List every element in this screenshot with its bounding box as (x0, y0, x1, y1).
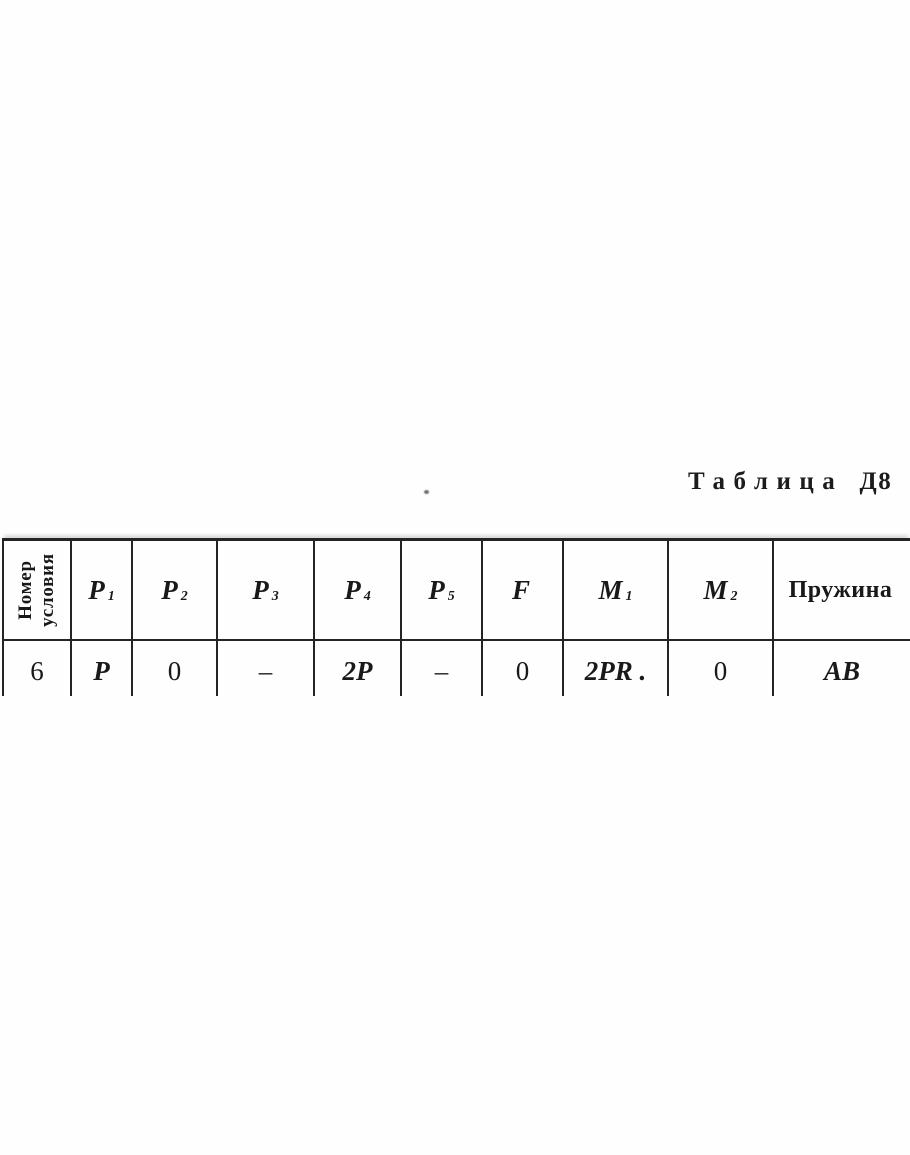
column-header-p4: P $_4$ (313, 541, 400, 641)
table-caption-word: Таблица (688, 468, 844, 495)
cell-p3-value: – (216, 641, 313, 696)
cell-p1-value: P (70, 641, 131, 696)
column-header-f: F (481, 541, 562, 641)
table-caption (688, 468, 892, 496)
cell-condition-number: 6 (2, 641, 70, 696)
rotated-header-line1: Номер (15, 560, 36, 620)
cell-m2-value: 0 (667, 641, 772, 696)
column-header-spring: Пружина (772, 541, 910, 641)
cell-spring-value: AB (772, 641, 910, 696)
column-header-p2: P $_2$ (131, 541, 216, 641)
cell-p4-value: 2P (313, 641, 400, 696)
column-header-p5: P $_5$ (400, 541, 481, 641)
scan-artifact-dot (424, 490, 429, 494)
cell-f-value: 0 (481, 641, 562, 696)
rotated-header-text (15, 553, 59, 627)
rotated-header-line2: условия (37, 553, 58, 627)
column-header-condition-number (2, 541, 70, 641)
cell-p2-value: 0 (131, 641, 216, 696)
column-header-m2: M $_2$ (667, 541, 772, 641)
table-caption-code: Д8 (859, 468, 893, 495)
column-header-m1: M $_1$ (562, 541, 667, 641)
column-header-p1: P $_1$ (70, 541, 131, 641)
cell-m1-value: 2PR . (562, 641, 667, 696)
column-header-p3: P $_3$ (216, 541, 313, 641)
conditions-table (2, 538, 910, 696)
cell-p5-value: – (400, 641, 481, 696)
